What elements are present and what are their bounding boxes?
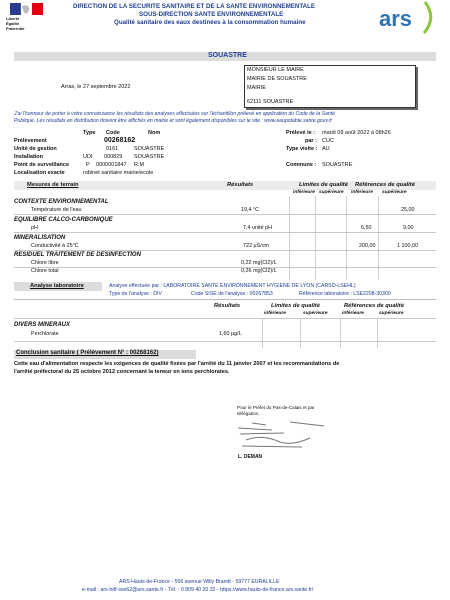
prelevement-value: 00268162 <box>104 137 136 144</box>
lab-sub-inf-1: inférieure <box>264 311 286 316</box>
unite-nom: SOUASTRE <box>134 146 165 152</box>
terrain-sub-sup-2: supérieure <box>382 190 407 195</box>
terrain-col-refs: Références de qualité <box>355 182 415 188</box>
lab-line-1: Analyse effectuée par : LABORATOIRE SANTE ENVIRONNEMENT HYGIENE DE LYON (CARSO-LSEHL) <box>109 283 356 289</box>
lab-sub-sup-1: supérieure <box>303 311 328 316</box>
lab-row-name: Perchlorate <box>31 331 59 337</box>
prelevement-label: Prélèvement <box>14 138 47 144</box>
localisation-value: robinet sanitaire mairie/ecole <box>83 170 154 176</box>
row-name: Chlore total <box>31 268 59 274</box>
lab-col-divider-1 <box>262 318 263 348</box>
point-label: Point de surveillance <box>14 162 70 168</box>
conclusion-line-2: l'arrêté préfectoral du 25 octobre 2012 concernant la teneur en ions perchlorates. <box>14 369 230 375</box>
logo-motto-1: Liberté <box>6 16 20 21</box>
installation-code: 000829 <box>104 154 123 160</box>
row-ref-sup: 25,00 <box>401 207 415 213</box>
row-ref-inf: 200,00 <box>359 243 376 249</box>
address-line-2: MAIRIE DE SOUASTRE <box>247 76 307 82</box>
installation-label: Installation <box>14 154 44 160</box>
lab-header-divider <box>14 318 436 319</box>
group-title: CONTEXTE ENVIRONNEMENTAL <box>14 199 109 205</box>
footer-contact: e-mail : ars-hdf-sse62@ars.sante.fr - Tél. : 0 809 40 20 32 - https://www.hauts-de-france.ars.sante.fr/ <box>82 587 314 593</box>
terrain-sub-inf-1: inférieure <box>293 190 315 195</box>
commune-banner-text: SOUASTRE <box>208 52 247 59</box>
address-line-3: MAIRIE <box>247 85 266 91</box>
lab-col-divider-4 <box>377 318 378 348</box>
row-divider <box>14 267 436 268</box>
address-line-1: MONSIEUR LE MAIRE <box>247 67 304 73</box>
installation-nom: SOUASTRE <box>134 154 165 160</box>
lab-type: Type de l'analyse : DIV <box>109 291 162 297</box>
address-line-5: 62111 SOUASTRE <box>247 99 294 105</box>
row-divider <box>14 232 436 233</box>
signatory-name: L. DEMAN <box>238 454 263 460</box>
terrain-sub-inf-2: inférieure <box>351 190 373 195</box>
row-ref-sup: 9,00 <box>403 225 414 231</box>
signature-line-2: délégation, <box>237 411 260 416</box>
signature-line-1: Pour le Préfet du Pas-de-Calais et par <box>237 405 315 410</box>
commune-value: SOUASTRE <box>322 162 353 168</box>
lab-col-divider-2 <box>300 318 301 348</box>
terrain-col-limits: Limites de qualité <box>299 182 348 188</box>
intro-line-2: Publique. Les résultats en distribution doivent être affichés en mairie et sont également disponibles sur le site : www.eaupotable.sante.gouv.fr <box>14 118 333 124</box>
handwritten-signature <box>232 416 352 454</box>
ars-logo-text: ars <box>379 6 413 31</box>
lab-row-divider <box>14 341 436 342</box>
row-divider <box>14 250 436 251</box>
conclusion-title: Conclusion sanitaire ( Prélèvement N° : 00268162) <box>16 350 159 356</box>
meta-col-nom: Nom <box>148 130 161 136</box>
row-divider <box>14 214 436 215</box>
lab-title: Analyse laboratoire <box>30 283 84 289</box>
preleve-label: Prélevé le : <box>286 130 316 136</box>
group-title: MINERALISATION <box>14 235 66 241</box>
lab-sub-inf-2: inférieure <box>342 311 364 316</box>
point-type: P <box>86 162 90 168</box>
header-subdirection: SOUS-DIRECTION SANTE ENVIRONNEMENTALE <box>139 11 284 18</box>
row-name: pH <box>31 225 38 231</box>
visite-label: Type visite : <box>286 146 318 152</box>
header-subtitle: Qualité sanitaire des eaux destinées à la consommation humaine <box>114 19 306 26</box>
lab-col-divider-3 <box>340 318 341 348</box>
ars-logo <box>377 0 439 36</box>
lab-row-value: 1,60 µg/L <box>219 331 242 337</box>
terrain-title: Mesures de terrain <box>27 182 79 188</box>
row-value: 722 µS/cm <box>243 243 269 249</box>
row-value: 0,22 mg(Cl2)/L <box>241 260 277 266</box>
point-nom: R.M <box>134 162 145 168</box>
intro-line-1: J'ai l'honneur de porter à votre connaissance les résultats des analyses effectuées sur l'échantillon prélevé en application du Code de la Santé <box>14 111 335 117</box>
group-title: RESIDUEL TRAITEMENT DE DESINFECTION <box>14 252 141 258</box>
par-label: par : <box>305 138 317 144</box>
lab-col-limits: Limites de qualité <box>271 303 320 309</box>
unite-label: Unité de gestion <box>14 146 57 152</box>
lab-col-results: Résultats <box>214 303 241 309</box>
unite-code: 0161 <box>106 146 119 152</box>
footer-address: ARS Hauts-de-France - 556 avenue Willy Brandt - 59777 EURALILLE <box>119 579 280 585</box>
row-ref-inf: 6,50 <box>361 225 372 231</box>
visite-value: AU <box>322 146 330 152</box>
lab-reference: Référence laboratoire : LSE2208-30300 <box>299 291 391 297</box>
commune-label: Commune : <box>286 162 317 168</box>
place-date: Arras, le 27 septembre 2022 <box>61 84 131 90</box>
group-title: EQUILIBRE CALCO-CARBONIQUE <box>14 217 113 223</box>
row-value: 0,26 mg(Cl2)/L <box>241 268 277 274</box>
installation-type: UDI <box>83 154 93 160</box>
terrain-col-results: Résultats <box>227 182 254 188</box>
conclusion-line-1: Cette eau d'alimentation respecte les exigences de qualité fixées par l'arrêté du 11 janvier 2007 et les recommandations de <box>14 361 340 367</box>
row-value: 7,4 unité pH <box>243 225 273 231</box>
point-code: 0000001847 <box>96 162 127 168</box>
lab-group-title: DIVERS MINERAUX <box>14 322 71 328</box>
lab-rule <box>14 299 436 300</box>
preleve-value: mardi 09 août 2022 à 08h26 <box>322 130 391 136</box>
logo-motto-3: Fraternité <box>6 26 25 31</box>
lab-col-refs: Références de qualité <box>344 303 404 309</box>
lab-sub-sup-2: supérieure <box>379 311 404 316</box>
row-value: 19,4 °C <box>241 207 260 213</box>
signature-scribble-icon <box>232 416 352 454</box>
header-direction: DIRECTION DE LA SECURITE SANITAIRE ET DE LA SANTE ENVIRONNEMENTALE <box>73 3 316 10</box>
meta-col-code: Code <box>106 130 120 136</box>
lab-code-sise: Code SISE de l'analyse : 00267853 <box>191 291 273 297</box>
row-name: Chlore libre <box>31 260 59 266</box>
ars-logo-icon <box>377 0 439 36</box>
localisation-label: Localisation exacte <box>14 170 65 176</box>
meta-col-type: Type <box>83 130 96 136</box>
par-value: CUC <box>322 138 334 144</box>
row-ref-sup: 1 100,00 <box>397 243 418 249</box>
row-name: Température de l'eau <box>31 207 82 213</box>
row-name: Conductivité à 25°C <box>31 243 79 249</box>
logo-motto-2: Égalité <box>6 21 20 26</box>
terrain-sub-sup-1: supérieure <box>319 190 344 195</box>
